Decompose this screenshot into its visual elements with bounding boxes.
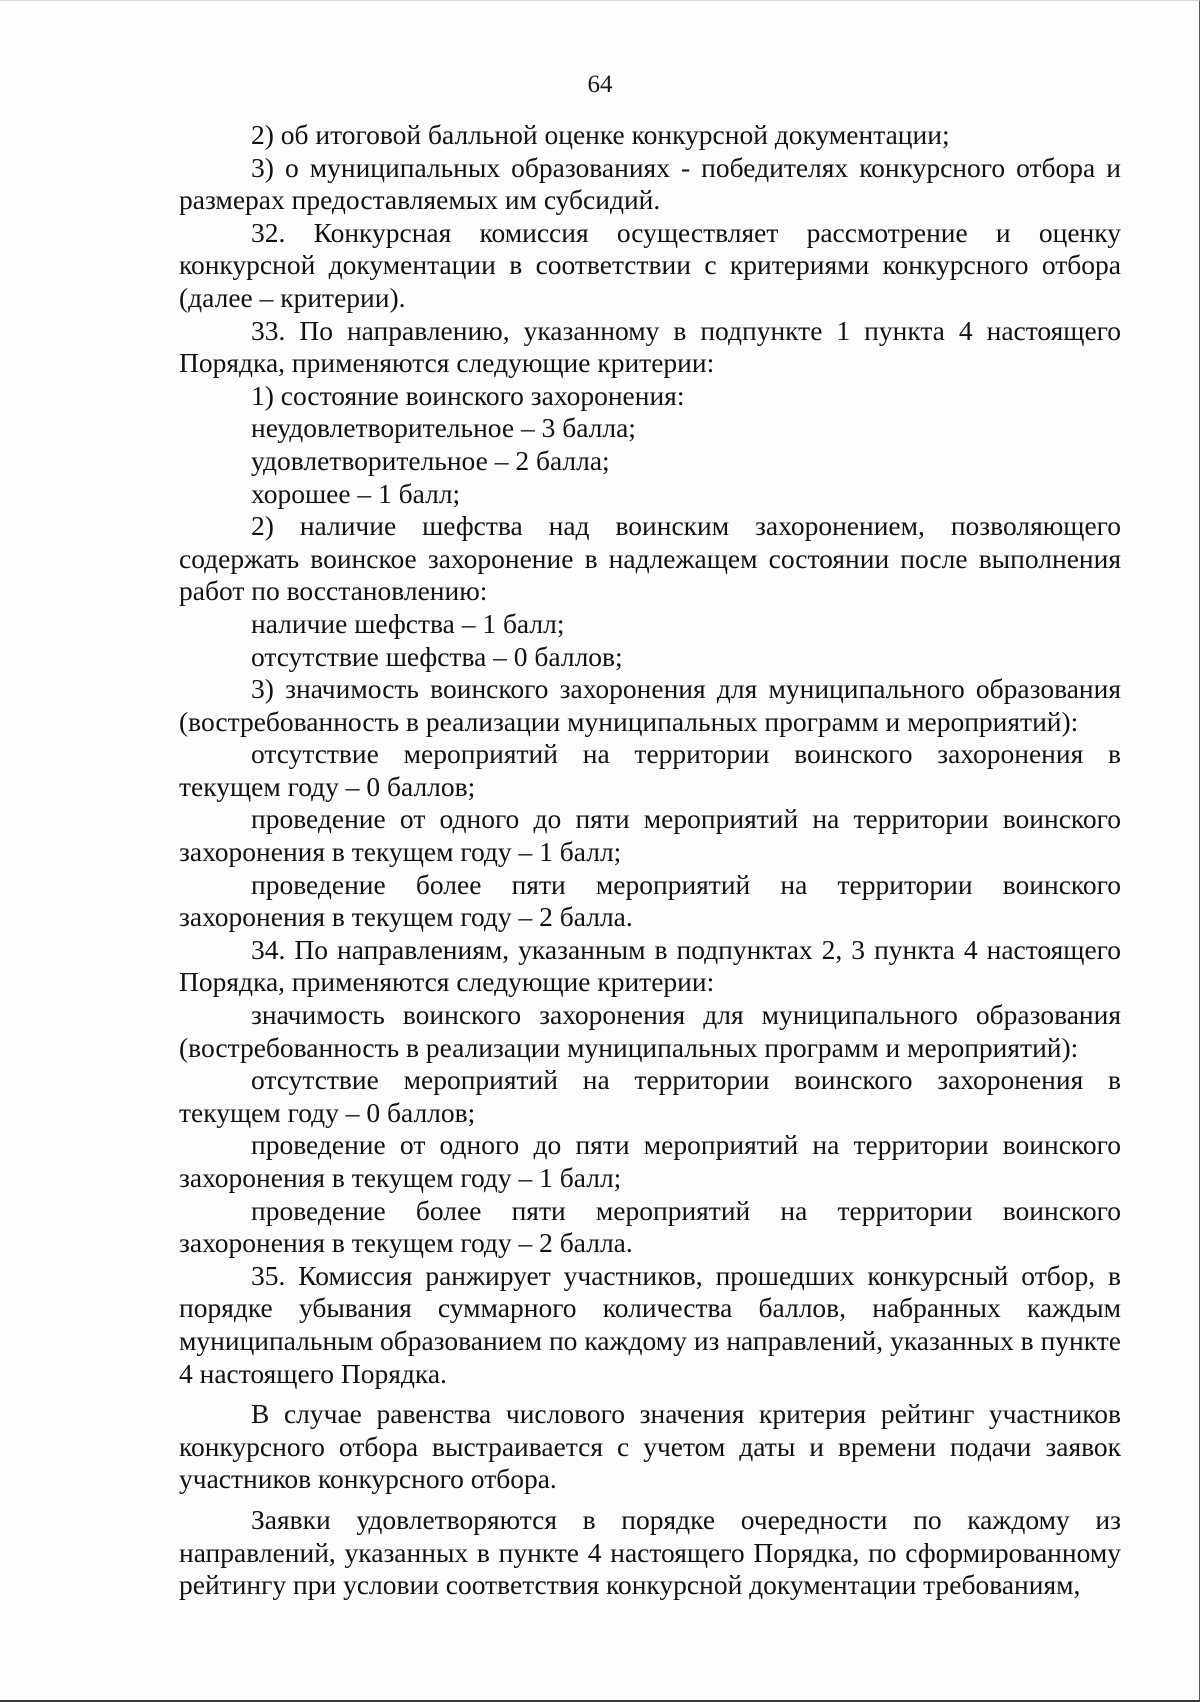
paragraph: 3) о муниципальных образованиях - победителях конкурсного отбора и размерах предоставляемых им субсидий. <box>179 151 1121 216</box>
paragraph: 32. Конкурсная комиссия осуществляет рассмотрение и оценку конкурсной документации в соответствии с критериями конкурсного отбора (далее – критерии). <box>179 216 1121 313</box>
paragraph: проведение от одного до пяти мероприятий на территории воинского захоронения в текущем году – 1 балл; <box>179 1129 1121 1193</box>
paragraph: наличие шефства – 1 балл; <box>251 607 565 639</box>
document-body <box>179 119 1121 1602</box>
paragraph: отсутствие мероприятий на территории воинского захоронения в текущем году – 0 баллов; <box>179 1064 1121 1128</box>
paragraph: 2) наличие шефства над воинским захоронением, позволяющего содержать воинское захоронение в надлежащем состоянии после выполнения работ по восстановлению: <box>179 510 1121 607</box>
paragraph: отсутствие мероприятий на территории воинского захоронения в текущем году – 0 баллов; <box>179 738 1121 802</box>
paragraph: хорошее – 1 балл; <box>251 477 461 509</box>
paragraph: удовлетворительное – 2 балла; <box>251 444 610 476</box>
paragraph: Заявки удовлетворяются в порядке очередности по каждому из направлений, указанных в пункте 4 настоящего Порядка, по сформированному рейтингу при условии соответствия конкурсной документации требованиям, <box>179 1503 1121 1601</box>
paragraph: 3) значимость воинского захоронения для муниципального образования (востребованность в реализации муниципальных программ и мероприятий): <box>179 673 1121 737</box>
paragraph: 35. Комиссия ранжирует участников, прошедших конкурсный отбор, в порядке убывания суммарного количества баллов, набранных каждым муниципальным образованием по каждому из направлений, указанных в пункте 4 настоящего Порядка. <box>179 1259 1121 1389</box>
paragraph: В случае равенства числового значения критерия рейтинг участников конкурсного отбора выстраивается с учетом даты и времени подачи заявок участников конкурсного отбора. <box>179 1398 1121 1495</box>
paragraph: 33. По направлению, указанному в подпункте 1 пункта 4 настоящего Порядка, применяются следующие критерии: <box>179 314 1121 379</box>
page-number: 64 <box>587 71 613 98</box>
paragraph: неудовлетворительное – 3 балла; <box>251 412 636 444</box>
paragraph: проведение более пяти мероприятий на территории воинского захоронения в текущем году – 2 балла. <box>179 868 1121 933</box>
paragraph: 34. По направлениям, указанным в подпунктах 2, 3 пункта 4 настоящего Порядка, применяются следующие критерии: <box>179 933 1121 998</box>
paragraph: отсутствие шефства – 0 баллов; <box>251 640 623 672</box>
paragraph: 1) состояние воинского захоронения: <box>251 379 685 411</box>
paragraph: проведение более пяти мероприятий на территории воинского захоронения в текущем году – 2 балла. <box>179 1194 1121 1259</box>
paragraph: 2) об итоговой балльной оценке конкурсной документации; <box>251 119 950 150</box>
paragraph: проведение от одного до пяти мероприятий на территории воинского захоронения в текущем году – 1 балл; <box>179 803 1121 868</box>
paragraph: значимость воинского захоронения для муниципального образования (востребованность в реализации муниципальных программ и мероприятий): <box>179 999 1121 1063</box>
